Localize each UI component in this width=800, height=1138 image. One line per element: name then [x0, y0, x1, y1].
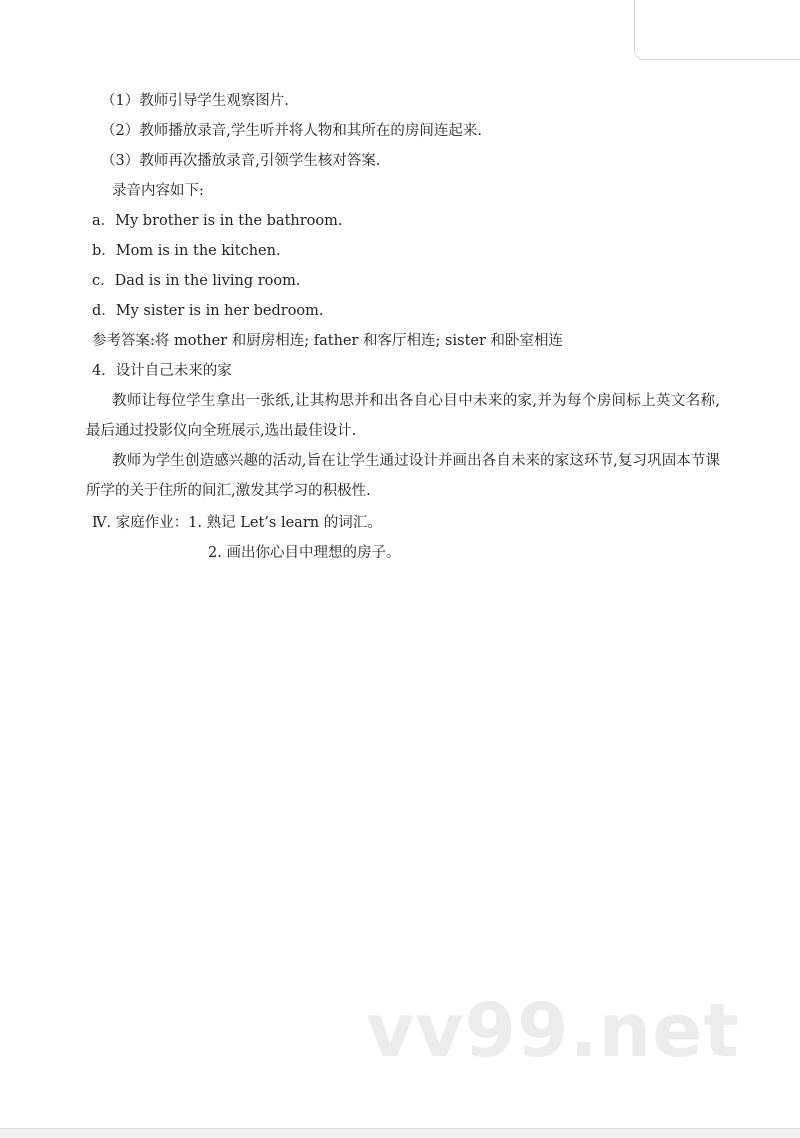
- homework-line-1: Ⅳ. 家庭作业：1. 熟记 Let’s learn 的词汇。: [92, 515, 382, 531]
- recording-line-c: c．Dad is in the living room.: [92, 273, 301, 289]
- homework-line-2: 2. 画出你心目中理想的房子。: [208, 545, 401, 561]
- recording-line-d: d．My sister is in her bedroom.: [92, 303, 324, 319]
- recording-line-a: a．My brother is in the bathroom.: [92, 213, 343, 229]
- section-4-title: 4．设计自己未来的家: [92, 363, 232, 379]
- step-3: （3）教师再次播放录音,引领学生核对答案.: [101, 153, 381, 169]
- paragraph-activity-purpose: 教师为学生创造感兴趣的活动,旨在让学生通过设计并画出各自未来的家这环节,复习巩固本节课所学的关于住所的间汇,激发其学习的积极性.: [86, 453, 720, 499]
- page-corner-card: [634, 0, 800, 60]
- reference-answer: 参考答案:将 mother 和厨房相连; father 和客厅相连; sister 和卧室相连: [92, 333, 564, 349]
- step-1: （1）教师引导学生观察图片.: [101, 93, 289, 109]
- recording-line-b: b．Mom is in the kitchen.: [92, 243, 281, 259]
- paragraph-design-home: 教师让每位学生拿出一张纸,让其构思并和出各自心目中未来的家,并为每个房间标上英文名称,最后通过投影仪向全班展示,选出最佳设计.: [86, 393, 720, 439]
- step-2: （2）教师播放录音,学生听并将人物和其所在的房间连起来.: [101, 123, 482, 139]
- watermark: vv99.net: [366, 988, 740, 1074]
- recording-intro: 录音内容如下:: [112, 183, 204, 199]
